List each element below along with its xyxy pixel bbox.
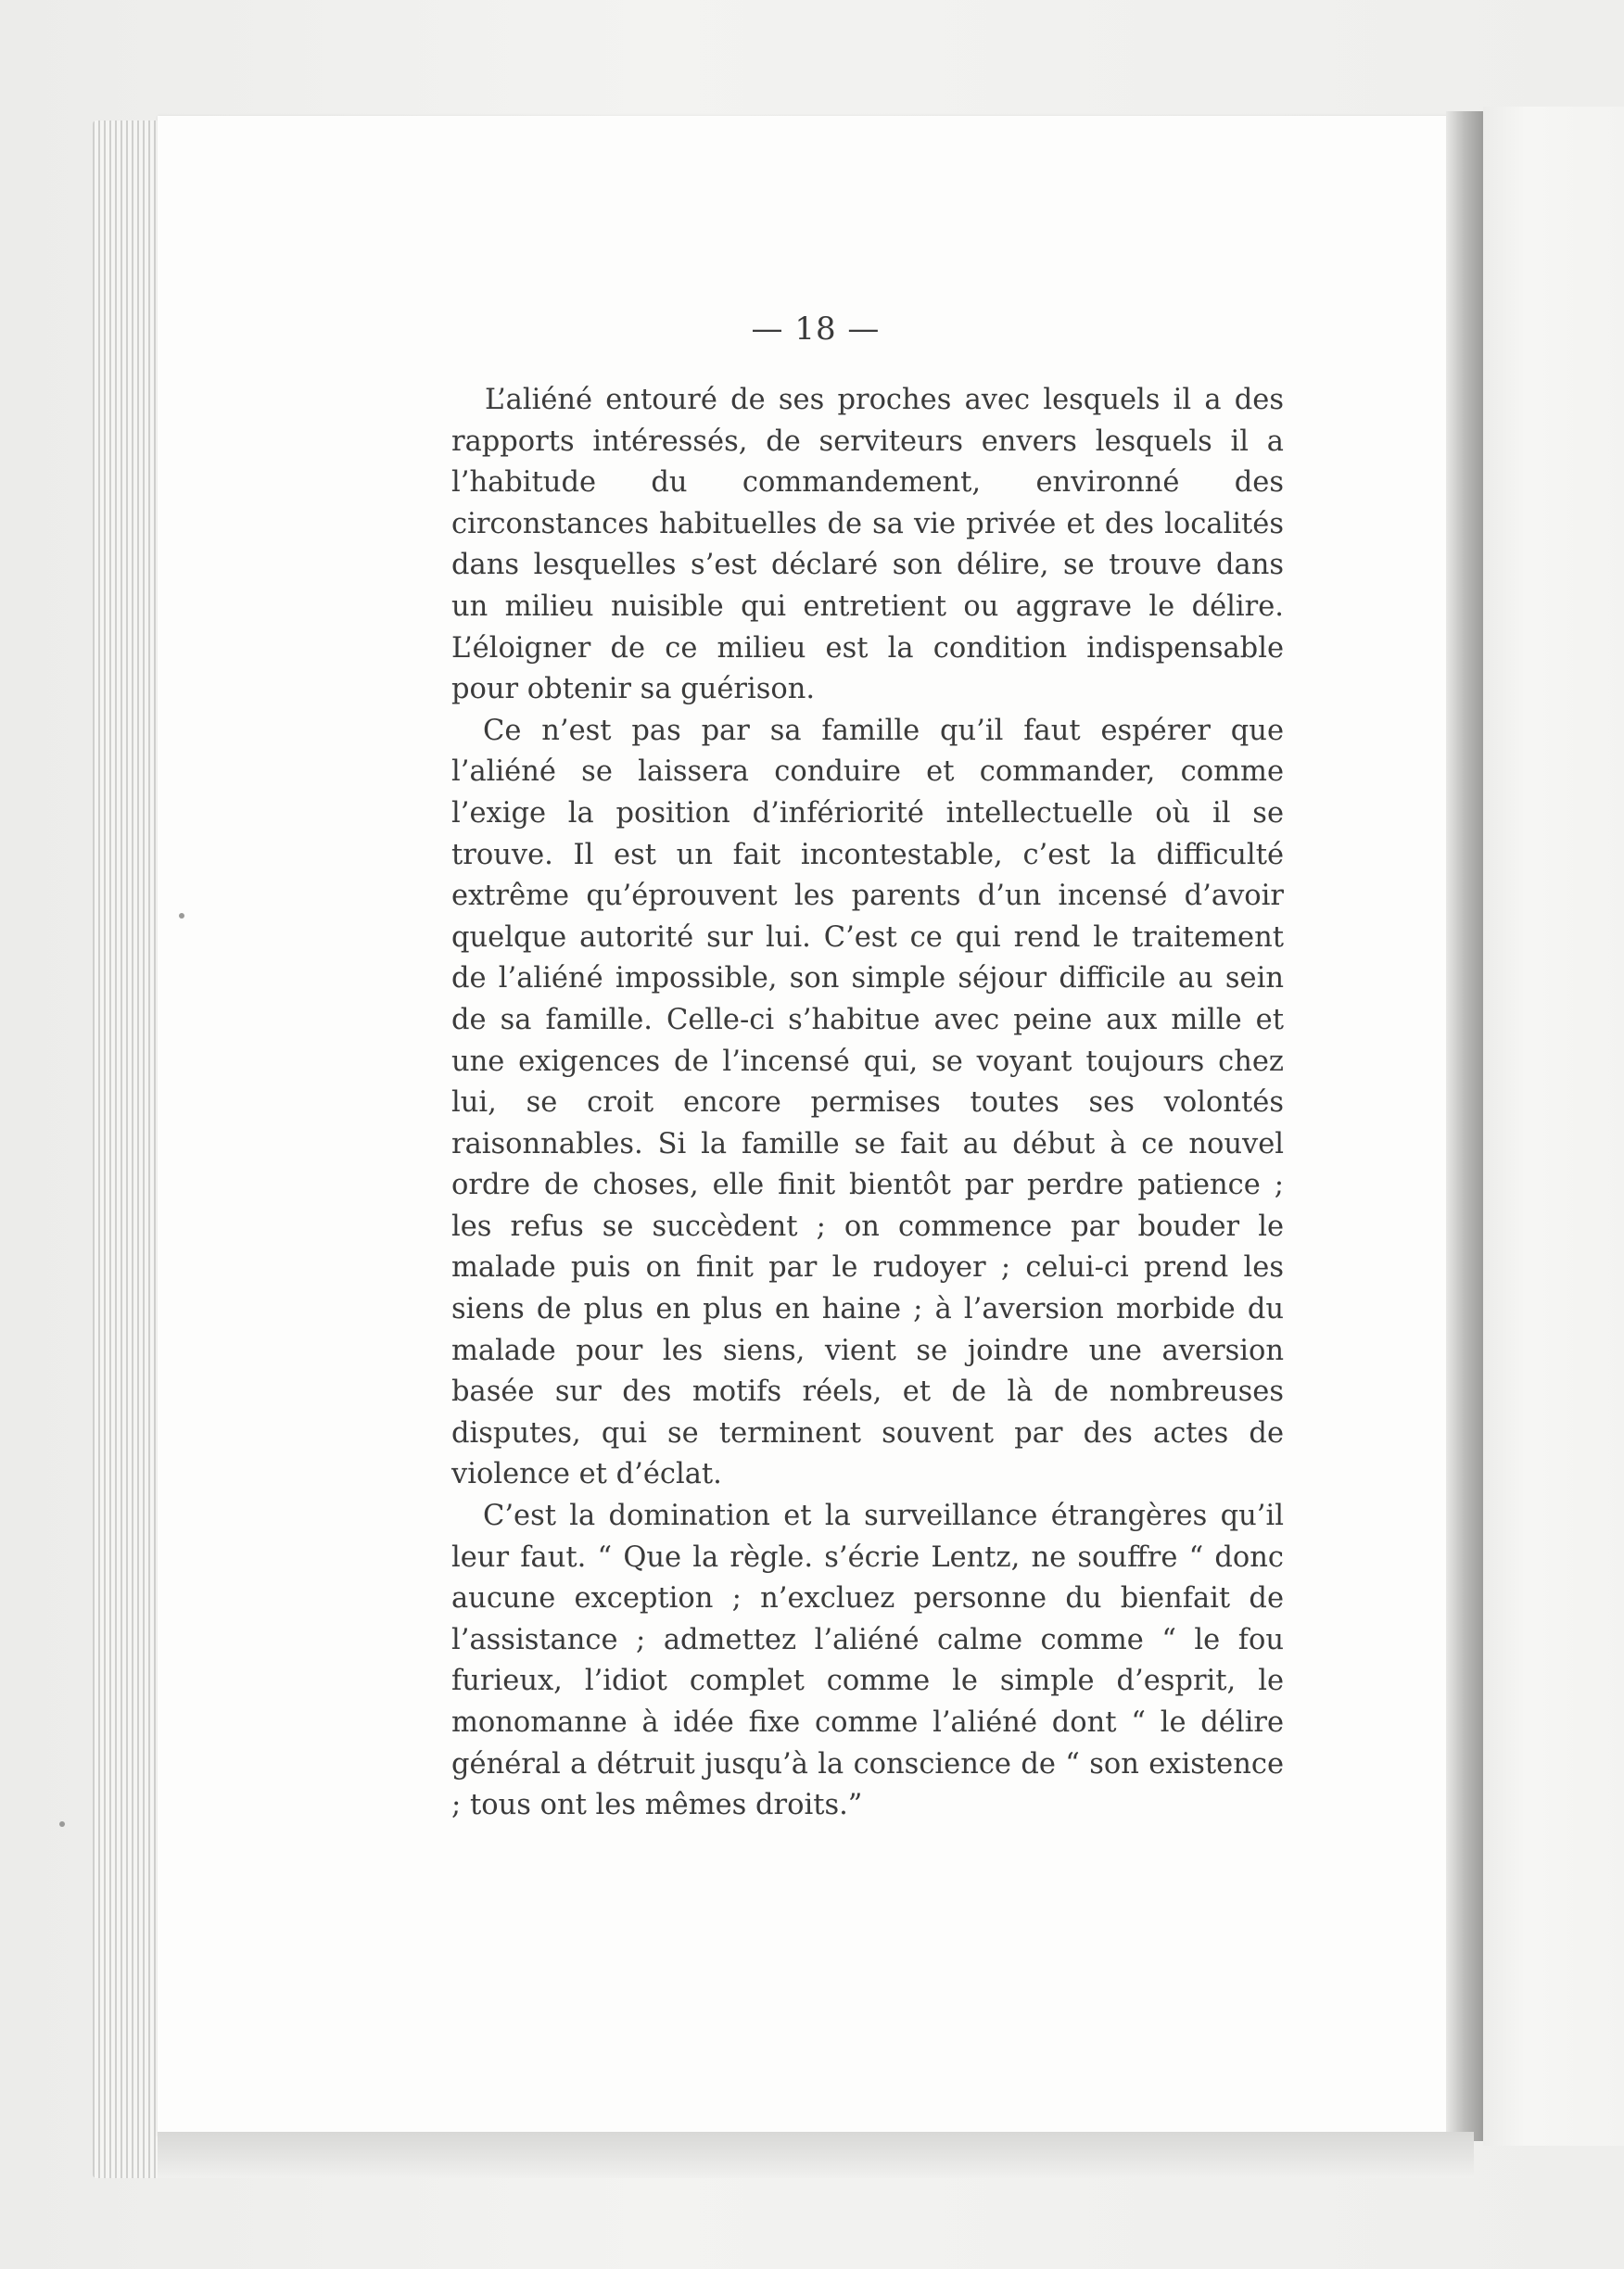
scan-speck [179, 913, 184, 919]
stacked-page-edges [93, 120, 167, 2178]
page-number: — 18 — [751, 311, 881, 348]
facing-page-edge [1483, 107, 1624, 2146]
paragraph-3: C’est la domination et la surveillance étrangères qu’il leur faut. “ Que la règle. s’écrie Lentz, ne souffre “ donc aucune exception ; n’excluez personne du bienfait de l’assistance ; admettez l’aliéné calme comme “ le fou furieux, l’idiot complet comme le simple d’esprit, le monomanne à idée fixe comme l’aliéné dont “ le délire général a détruit jusqu’à la conscience de “ son existence ; tous ont les mêmes droits.” [451, 1500, 1284, 1822]
paragraph-1: L’aliéné entouré de ses proches avec lesquels il a des rapports intéressés, de serviteurs envers lesquels il a l’habitude du commandement, environné des circonstances habituelles de sa vie privée et des localités dans lesquelles s’est déclaré son délire, se trouve dans un milieu nuisible qui entretient ou aggrave le délire. L’éloigner de ce milieu est la condition indispensable pour obtenir sa guérison. [451, 384, 1284, 706]
scan-speck [59, 1821, 65, 1827]
book-gutter [1446, 111, 1483, 2141]
page-bottom-edge [158, 2132, 1474, 2178]
body-text [451, 380, 1284, 1827]
paragraph-2: Ce n’est pas par sa famille qu’il faut espérer que l’aliéné se laissera conduire et commander, comme l’exige la position d’infériorité intellectuelle où il se trouve. Il est un fait incontestable, c’est la difficulté extrême qu’éprouvent les parents d’un incensé d’avoir quelque autorité sur lui. C’est ce qui rend le traitement de l’aliéné impossible, son simple séjour difficile au sein de sa famille. Celle-ci s’habitue avec peine aux mille et une exigences de l’incensé qui, se voyant toujours chez lui, se croit encore permises toutes ses volontés raisonnables. Si la famille se fait au début à ce nouvel ordre de choses, elle finit bientôt par perdre patience ; les refus se succèdent ; on commence par bouder le malade puis on finit par le rudoyer ; celui-ci prend les siens de plus en plus en haine ; à l’aversion morbide du malade pour les siens, vient se joindre une aversion basée sur des motifs réels, et de là de nombreuses disputes, qui se terminent souvent par des actes de violence et d’éclat. [451, 714, 1284, 1491]
